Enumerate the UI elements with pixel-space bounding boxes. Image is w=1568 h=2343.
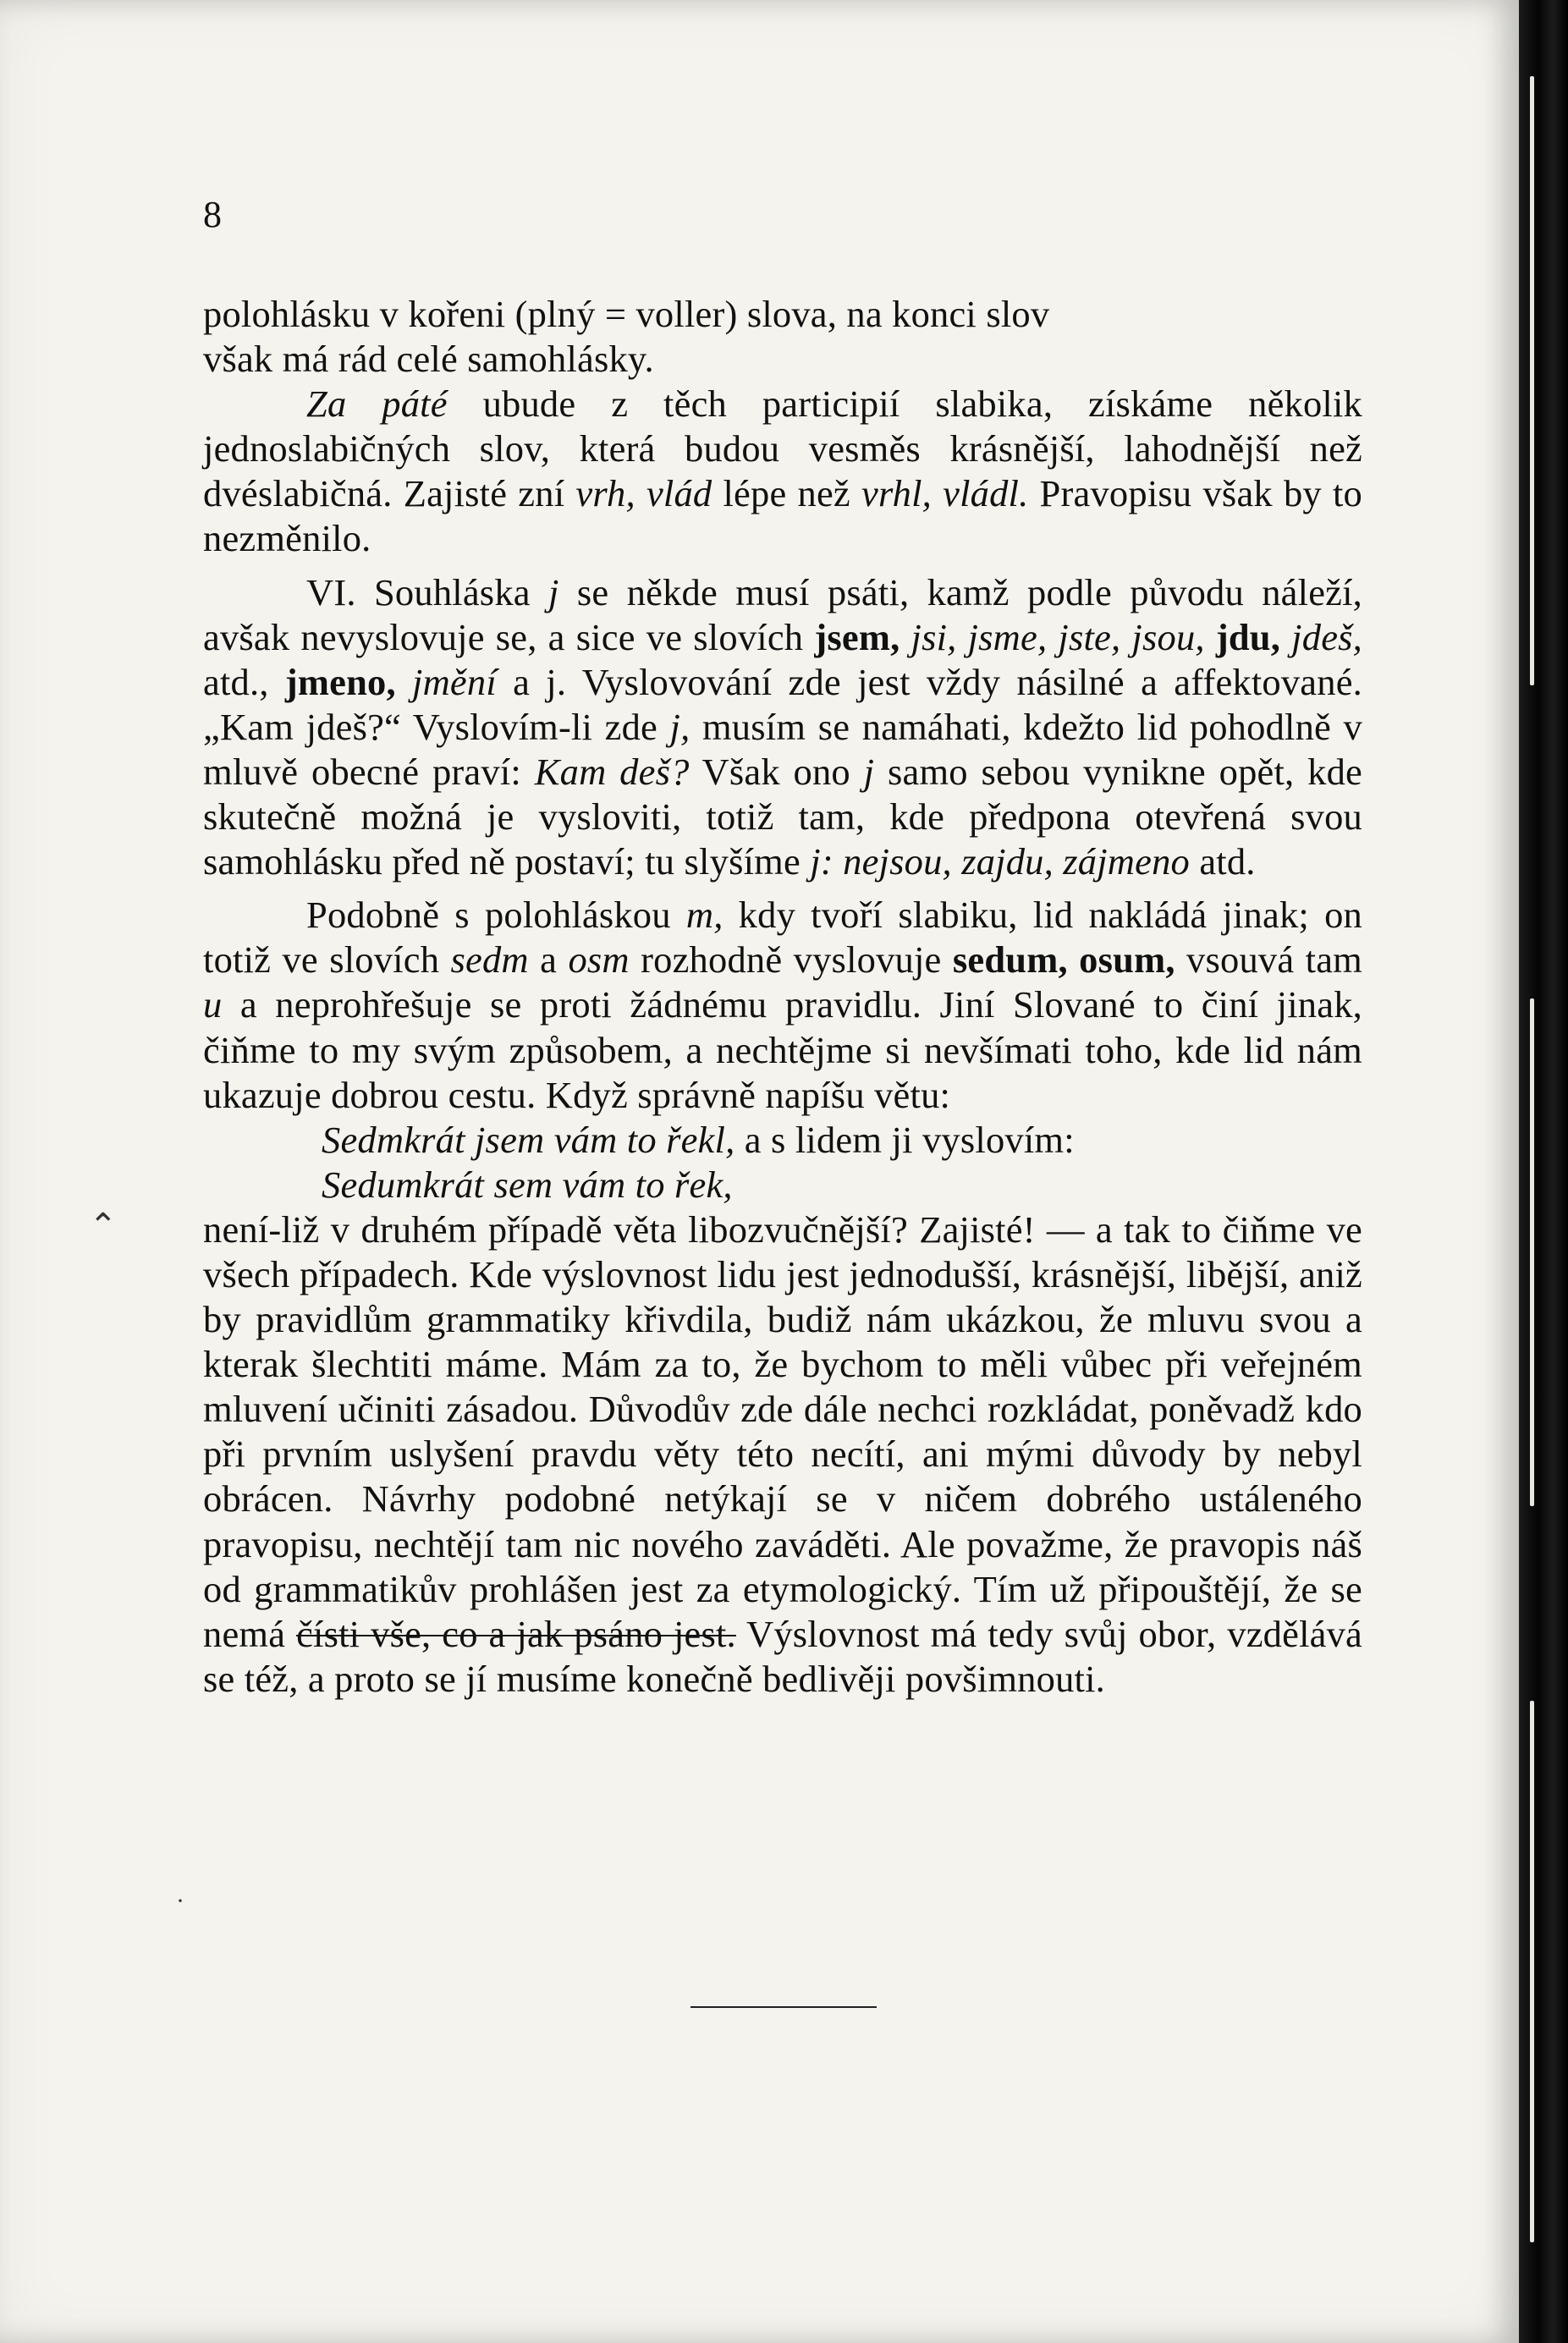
emphasis: j — [863, 750, 875, 793]
text-run: vsouvá tam — [1175, 938, 1362, 982]
text-run: a s lidem ji vyslovím: — [734, 1118, 1075, 1161]
text-run: a neprohřešuje se proti žádnému pravidlu. Jiní Slované to činí jinak, čiňme to my svým způsobem, a nechtějme si nevšímati toho, kde lid nám ukazuje dobrou cestu. Když správně napíšu větu: — [203, 983, 1362, 1116]
emphasis: Kam deš? — [534, 750, 690, 793]
text-run: musím se namáhati, kdežto lid pohodlně v mluvě obecné praví: — [203, 705, 1362, 793]
text-run: Však ono — [689, 750, 864, 793]
text-run: ubude z těch participií slabika, získáme několik jednoslabičných slov, která budou vesměs krásnější, lahodnější než dvéslabičná. Zajisté zní — [203, 382, 1362, 515]
text-run: Výslovnost má tedy svůj obor, vzdělává se též, a proto se jí musíme konečně bedlivěji povšimnouti. — [203, 1612, 1362, 1700]
emphasis: jsi, jsme, jste, jsou, — [900, 615, 1205, 658]
text-run: kdy tvoří slabiku, lid nakládá jinak; on totiž ve slovích — [203, 894, 1363, 982]
bold-word: jdu, — [1204, 615, 1281, 658]
dot-mark-icon: · — [176, 1887, 184, 1915]
bold-word: jmeno, — [284, 660, 396, 703]
emphasis: Sedumkrát sem vám to řek, — [322, 1163, 733, 1206]
text-run: a j. Vyslovování zde jest vždy násilné a affektované. „Kam jdeš?“ Vyslovím-li zde — [203, 660, 1362, 748]
emphasis: vrh, vlád — [575, 472, 712, 515]
emphasis: jdeš, — [1280, 615, 1362, 658]
line-2: však má rád celé samohlásky. — [203, 338, 654, 381]
bold-word: sedum, osum, — [952, 938, 1175, 982]
line-1: polohlásku v kořeni (plný = voller) slova, na konci slov — [203, 293, 1050, 335]
paragraph-5 — [203, 1207, 1362, 1702]
emphasis: vrhl, vládl. — [861, 472, 1029, 515]
text-run: atd. — [1190, 840, 1256, 883]
emphasis: Sedmkrát jsem vám to řekl, — [322, 1118, 735, 1161]
paragraph-3 — [203, 570, 1362, 885]
emphasis: Za páté — [306, 382, 448, 426]
emphasis: j, — [669, 705, 690, 748]
page-number: 8 — [203, 194, 222, 235]
closing-rule — [690, 2006, 877, 2008]
edge-highlight — [1530, 998, 1534, 1506]
emphasis: jmění — [395, 660, 497, 703]
text-run: Podobně s polohláskou — [306, 894, 686, 937]
text-run: VI. Souhláska — [306, 570, 549, 613]
paragraph-2 — [203, 382, 1362, 561]
emphasis: j: nejsou, zajdu, zájmeno — [810, 840, 1190, 883]
page-edge — [1519, 0, 1568, 2343]
emphasis: j — [548, 570, 559, 613]
example-sentence-1 — [203, 1118, 1362, 1163]
text-run: lépe než — [712, 472, 861, 515]
emphasis: sedm — [450, 938, 529, 982]
emphasis: m, — [685, 894, 723, 937]
paragraph-4 — [203, 893, 1362, 1117]
emphasis: osm — [568, 938, 630, 982]
text-run: a — [528, 938, 569, 982]
emphasis: u — [203, 983, 223, 1026]
pencil-mark-icon: ⌃ — [89, 1207, 118, 1245]
text-run: není-liž v druhém případě věta libozvučnější? Zajisté! — a tak to čiňme ve všech případech. Kde výslovnost lidu jest jednodušší, krásnější, libější, aniž by pravidlům grammatiky křivdila, budiž nám ukázkou, že mluvu svou a kterak šlechtiti máme. Mám za to, že bychom to měli vůbec při veřejném mluvení učiniti zásadou. Důvodův zde dále nechci rozkládat, poněvadž kdo při prvním uslyšení pravdu věty této necítí, ani mými důvody by nebyl obrácen. Návrhy podobné netýkají se v ničem dobrého ustáleného pravopisu, nechtějí tam nic nového zaváděti. Ale považme, že pravopis náš od grammatikův prohlášen jest za etymologický. Tím už připouštějí, že se nemá — [203, 1207, 1362, 1655]
text-run: atd., — [203, 660, 285, 703]
text-run: se někde musí psáti, kamž podle původu náleží, avšak nevyslovuje se, a sice ve slovích — [203, 570, 1362, 658]
example-sentence-2 — [203, 1163, 1362, 1207]
text-run: Pravopisu však by to nezměnilo. — [203, 472, 1362, 560]
body-text — [203, 292, 1362, 1702]
struck-text: čísti vše, co a jak psáno jest. — [296, 1612, 736, 1655]
text-run: samo sebou vynikne opět, kde skutečně možná je vysloviti, totiž tam, kde předpona otevřená svou samohlásku před ně postaví; tu slyšíme — [203, 750, 1362, 883]
edge-highlight — [1530, 1701, 1534, 2242]
bold-word: jsem, — [814, 615, 900, 658]
paragraph-1 — [203, 292, 1362, 382]
text-run: rozhodně vyslovuje — [629, 938, 953, 982]
edge-highlight — [1530, 76, 1534, 685]
